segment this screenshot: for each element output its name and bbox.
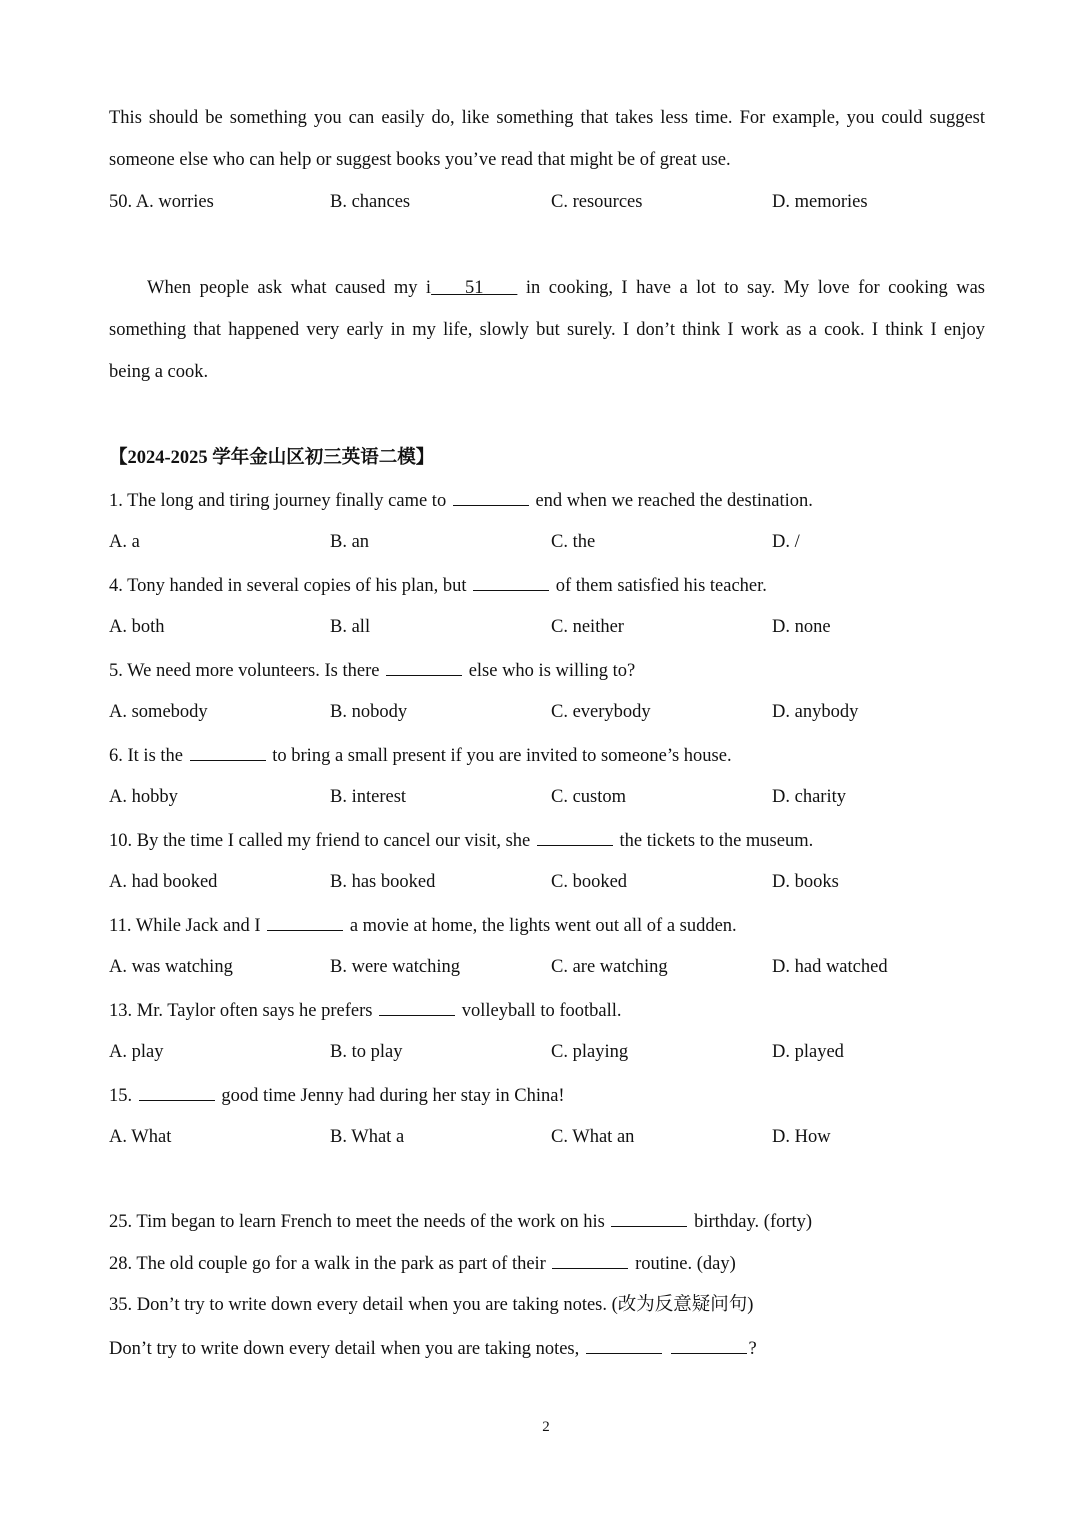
question-stem: 11. While Jack and I a movie at home, the lights went out all of a sudden.: [109, 912, 985, 938]
question-stem: 4. Tony handed in several copies of his plan, but of them satisfied his teacher.: [109, 572, 985, 598]
question-28: 28. The old couple go for a walk in the park as part of their routine. (day): [109, 1250, 985, 1276]
question-stem: 13. Mr. Taylor often says he prefers volleyball to football.: [109, 997, 985, 1023]
option-b: B. to play: [330, 1042, 403, 1062]
option-a: A. play: [109, 1042, 164, 1062]
answer-blank: [552, 1250, 628, 1269]
question-options: [109, 699, 985, 725]
question-options: [109, 954, 985, 980]
question-options: [109, 1039, 985, 1065]
option-c: C. neither: [551, 617, 624, 637]
option-b: B. has booked: [330, 872, 436, 892]
answer-blank: [453, 487, 529, 506]
answer-blank: [386, 657, 462, 676]
question-25: 25. Tim began to learn French to meet the needs of the work on his birthday. (forty): [109, 1208, 985, 1234]
option-b: B. chances: [330, 192, 411, 212]
option-d: D. none: [772, 617, 831, 637]
passage-51-line: When people ask what caused my i 51 in cooking, I have a lot to say. My love for cooking was: [147, 278, 985, 298]
question-stem: 5. We need more volunteers. Is there else who is willing to?: [109, 657, 985, 683]
answer-blank: [190, 742, 266, 761]
passage-51-line: something that happened very early in my life, slowly but surely. I don’t think I work as a cook. I think I enjoy: [109, 320, 985, 340]
option-c: C. everybody: [551, 702, 651, 722]
option-a: A. What: [109, 1127, 172, 1147]
option-a: A. hobby: [109, 787, 178, 807]
question-stem: 1. The long and tiring journey finally came to end when we reached the destination.: [109, 487, 985, 513]
option-d: D. had watched: [772, 957, 888, 977]
answer-blank: [139, 1082, 215, 1101]
question-options: [109, 614, 985, 640]
option-c: C. custom: [551, 787, 627, 807]
option-b: B. all: [330, 617, 371, 637]
option-c: C. are watching: [551, 957, 668, 977]
option-c: C. What an: [551, 1127, 635, 1147]
option-d: D. played: [772, 1042, 844, 1062]
page-number: 2: [542, 1419, 550, 1435]
option-c: C. the: [551, 532, 596, 552]
passage-line: someone else who can help or suggest books you’ve read that might be of great use.: [109, 150, 731, 170]
answer-blank: [611, 1208, 687, 1227]
option-c: C. playing: [551, 1042, 629, 1062]
option-d: D. books: [772, 872, 839, 892]
option-a: A. a: [109, 532, 140, 552]
option-b: B. were watching: [330, 957, 460, 977]
question-stem: 10. By the time I called my friend to cancel our visit, she the tickets to the museum.: [109, 827, 985, 853]
option-b: B. What a: [330, 1127, 405, 1147]
answer-blank: [267, 912, 343, 931]
option-a: A. somebody: [109, 702, 208, 722]
question-options: [109, 784, 985, 810]
option-d: D. charity: [772, 787, 846, 807]
option-d: D. anybody: [772, 702, 859, 722]
passage-51-line: being a cook.: [109, 362, 209, 382]
option-b: B. an: [330, 532, 370, 552]
option-d: D. memories: [772, 192, 868, 212]
option-a: A. had booked: [109, 872, 218, 892]
answer-blank: [671, 1335, 747, 1354]
passage-line: This should be something you can easily do, like something that takes less time. For example, you could suggest: [109, 108, 985, 128]
question-35: 35. Don’t try to write down every detail when you are taking notes. (改为反意疑问句): [109, 1295, 754, 1315]
question-options: [109, 1124, 985, 1150]
question-stem: 6. It is the to bring a small present if you are invited to someone’s house.: [109, 742, 985, 768]
answer-blank: [537, 827, 613, 846]
question-50: [109, 189, 985, 215]
answer-blank: [379, 997, 455, 1016]
question-35-answer-line: Don’t try to write down every detail when you are taking notes, ?: [109, 1335, 985, 1361]
option-a: 50. A. worries: [109, 192, 214, 212]
question-options: [109, 869, 985, 895]
option-d: D. How: [772, 1127, 831, 1147]
option-a: A. both: [109, 617, 165, 637]
question-stem: 15. good time Jenny had during her stay in China!: [109, 1082, 985, 1108]
section-title: 【2024-2025 学年金山区初三英语二模】: [109, 448, 435, 468]
option-c: C. resources: [551, 192, 643, 212]
option-b: B. interest: [330, 787, 407, 807]
question-options: [109, 529, 985, 555]
answer-blank: [586, 1335, 662, 1354]
option-a: A. was watching: [109, 957, 233, 977]
answer-blank: [473, 572, 549, 591]
blank-51: 51: [464, 278, 484, 298]
option-b: B. nobody: [330, 702, 408, 722]
option-d: D. /: [772, 532, 800, 552]
option-c: C. booked: [551, 872, 628, 892]
